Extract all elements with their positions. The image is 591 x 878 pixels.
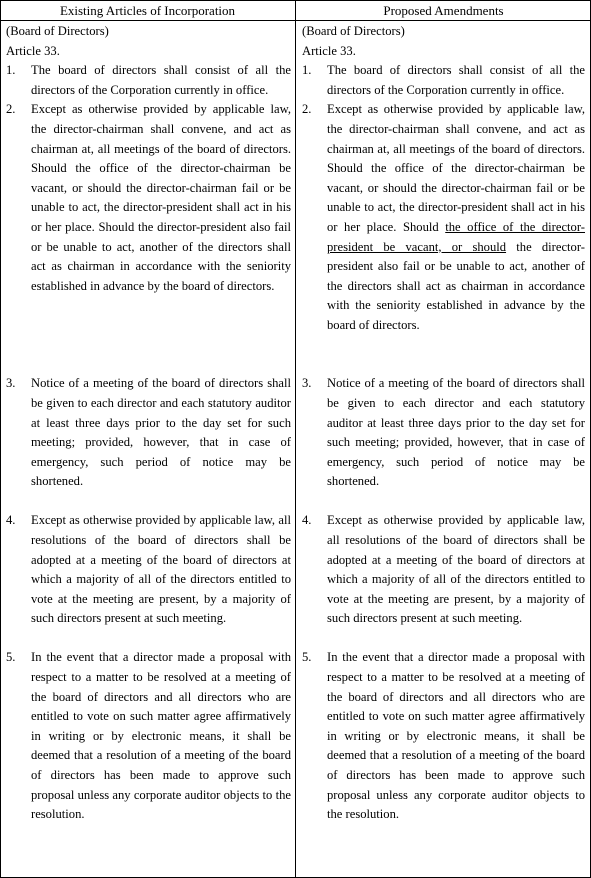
item-number: 1. xyxy=(302,63,312,78)
item-text: Notice of a meeting of the board of directors shall be given to each director and each statutory auditor at least three days prior to the day set for such meeting; provided, however, that in case of emergency, such period of notice may be shortened. xyxy=(327,376,585,489)
existing-item-3 xyxy=(6,374,291,511)
item-number: 5. xyxy=(302,650,312,665)
proposed-item-4 xyxy=(302,511,585,648)
proposed-column xyxy=(302,22,585,825)
item-number: 1. xyxy=(6,63,16,78)
article-number: Article 33. xyxy=(6,43,60,58)
item-text: Except as otherwise provided by applicable law, all resolutions of the board of directors shall be adopted at a meeting of the board of directors at which a majority of all of the directors entitled to vote at the meeting are present, by a majority of such directors present at such meeting. xyxy=(327,513,585,626)
existing-item-2 xyxy=(6,100,291,374)
header-existing: Existing Articles of Incorporation xyxy=(59,3,236,18)
item-text: Except as otherwise provided by applicable law, the director-chairman shall convene, and act as chairman at, all meetings of the board of directors. Should the office of the director-chairman be vacant, or should the director-chairman fail or be unable to act, the director-president shall act in his or her place. Should the director-president also fail or be unable to act, another of the directors shall act as chairman in accordance with the seniority established in advance by the board of directors. xyxy=(31,102,291,293)
item-text: The board of directors shall consist of all the directors of the Corporation currently in office. xyxy=(31,63,291,97)
item-text-after: the director-president also fail or be unable to act, another of the directors shall act as chairman in accordance with the seniority established in advance by the board of directors. xyxy=(327,239,585,332)
existing-column xyxy=(6,22,291,825)
item-number: 3. xyxy=(6,376,16,391)
proposed-item-3 xyxy=(302,374,585,511)
item-text: In the event that a director made a proposal with respect to a matter to be resolved at a meeting of the board of directors and all directors who are entitled to vote on such matter agree affirmatively in writing or by electronic means, it shall be deemed that a resolution of a meeting of the board of directors has been made to approve such proposal unless any corporate auditor objects to the resolution. xyxy=(327,650,585,822)
item-text: The board of directors shall consist of all the directors of the Corporation currently in office. xyxy=(327,63,585,97)
item-number: 5. xyxy=(6,650,16,665)
column-divider xyxy=(295,0,296,878)
item-number: 2. xyxy=(6,102,16,117)
proposed-item-5 xyxy=(302,648,585,824)
item-number: 2. xyxy=(302,102,312,117)
section-title: (Board of Directors) xyxy=(6,24,109,38)
existing-item-5 xyxy=(6,648,291,824)
item-number: 4. xyxy=(6,513,16,528)
amended-text: the office of the director-president be vacant, or should xyxy=(327,219,585,254)
item-number: 4. xyxy=(302,513,312,528)
item-text: Except as otherwise provided by applicable law, all resolutions of the board of directors shall be adopted at a meeting of the board of directors at which a majority of all of the directors entitled to vote at the meeting are present, by a majority of such directors present at such meeting. xyxy=(31,513,291,626)
existing-item-1 xyxy=(6,61,291,100)
item-text: Notice of a meeting of the board of directors shall be given to each director and each statutory auditor at least three days prior to the day set for such meeting; provided, however, that in case of emergency, such period of notice may be shortened. xyxy=(31,376,291,489)
header-proposed: Proposed Amendments xyxy=(383,3,504,18)
existing-item-4 xyxy=(6,511,291,648)
item-text: In the event that a director made a proposal with respect to a matter to be resolved at a meeting of the board of directors and all directors who are entitled to vote on such matter agree affirmatively in writing or by electronic means, it shall be deemed that a resolution of a meeting of the board of directors has been made to approve such proposal unless any corporate auditor objects to the resolution. xyxy=(31,650,291,822)
section-title: (Board of Directors) xyxy=(302,24,405,38)
article-number: Article 33. xyxy=(302,43,356,58)
header-divider xyxy=(0,20,591,21)
item-number: 3. xyxy=(302,376,312,391)
proposed-item-1 xyxy=(302,61,585,100)
item-text-before: Except as otherwise provided by applicable law, the director-chairman shall convene, and act as chairman at, all meetings of the board of directors. Should the office of the director-chairman be vacant, or should the director-chairman fail or be unable to act, the director-president shall act in his or her place. Should xyxy=(327,102,585,234)
proposed-item-2 xyxy=(302,100,585,374)
